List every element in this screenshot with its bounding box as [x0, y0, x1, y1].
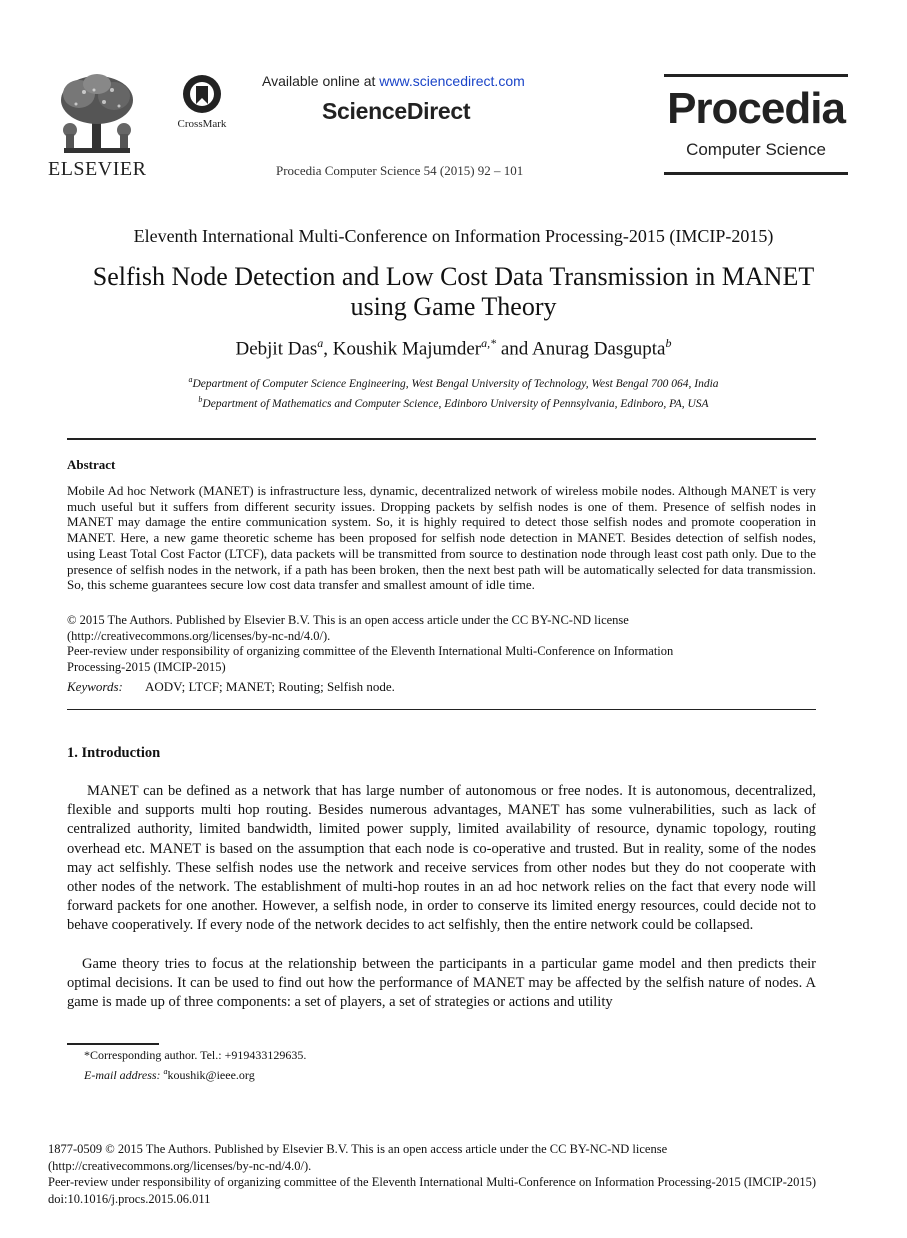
- body-paragraph: MANET can be defined as a network that has large number of autonomous or free nodes. It is autonomous, decentralized, flexible and supports multi hop routing. Besides numerous advantages, MANET has some vulnerabilities, such as lack of centralized authority, limited bandwidth, limited power supply, limited availability of resource, dynamic topology, routing overhead etc. MANET is based on the assumption that each node is co-operative and trusted. But in reality, some of the nodes may act selfishly. These selfish nodes use the network and receive services from other nodes but they do not cooperate with other nodes of the network. The establishment of multi-hop routes in an ad hoc network relies on the fact that every node will forward packets for one another. However, a selfish node, in order to conserve its limited energy resources, could decide not to behave cooperatively. If every node of the network decides to act selfishly, then the entire network could be collapsed.: [67, 783, 816, 934]
- keywords-list: AODV; LTCF; MANET; Routing; Selfish node.: [145, 679, 395, 694]
- crossmark-icon: [182, 74, 222, 114]
- available-prefix: Available online at: [262, 73, 380, 89]
- author-name: Anurag Dasgupta: [531, 338, 666, 360]
- procedia-bottom-rule: [664, 172, 848, 175]
- author-list: [0, 336, 907, 360]
- email-label: E-mail address:: [84, 1067, 161, 1082]
- sciencedirect-link[interactable]: www.sciencedirect.com: [379, 73, 525, 89]
- footnote-rule: [67, 1043, 159, 1045]
- procedia-subtitle: Computer Science: [686, 140, 826, 159]
- keywords: [67, 679, 395, 695]
- author-affiliation-mark: b: [665, 336, 672, 350]
- issn-line: 1877-0509 © 2015 The Authors. Published by Elsevier B.V. This is an open access article under the CC BY-NC-ND license: [48, 1142, 668, 1156]
- email-sup: a: [163, 1066, 168, 1076]
- license-line: © 2015 The Authors. Published by Elsevier B.V. This is an open access article under the CC BY-NC-ND license: [67, 613, 629, 627]
- abstract-bottom-rule: [67, 709, 816, 710]
- abstract-body: Mobile Ad hoc Network (MANET) is infrastructure less, dynamic, decentralized network of wireless mobile nodes. Although MANET is very much useful but it suffers from different security issues. Dropping packets by selfish nodes is one of them. Presence of selfish nodes in MANET may damage the entire communication system. So, it is highly required to detect those selfish nodes and promote cooperation in MANET. Here, a new game theoretic scheme has been proposed for selfish node detection in MANET. Besides detection of selfish nodes, using Least Total Cost Factor (LTCF), data packets will be transmitted from source to destination node through least cost path only. Due to the presence of selfish nodes in the network, if a path has been broken, then the next best path will be automatically selected for data transmission. So, this scheme guarantees secure low cost data transfer and smallest amount of idle time.: [67, 483, 816, 593]
- keywords-label: Keywords:: [67, 679, 123, 694]
- procedia-top-rule: [664, 74, 848, 77]
- section-heading: 1. Introduction: [67, 745, 161, 761]
- license-notice: [67, 613, 816, 675]
- elsevier-tree-icon: [54, 72, 140, 154]
- author-name: Debjit Das: [235, 338, 318, 360]
- affiliation-line: [0, 392, 907, 412]
- abstract-top-rule: [67, 438, 816, 440]
- paper-title: Selfish Node Detection and Low Cost Data Transmission in MANET using Game Theory: [92, 262, 815, 321]
- author-separator: ,: [323, 338, 333, 360]
- available-online: [262, 73, 525, 89]
- author-affiliation-mark: a: [317, 336, 324, 350]
- procedia-logo: [664, 74, 848, 176]
- license-line: Peer-review under responsibility of organizing committee of the Eleventh International Multi-Conference on Information: [67, 644, 674, 658]
- footnotes: [84, 1047, 306, 1083]
- email-line: [84, 1064, 306, 1084]
- author-affiliation-mark: a,*: [481, 336, 497, 350]
- crossmark-badge[interactable]: [170, 74, 234, 134]
- conference-name: Eleventh International Multi-Conference on Information Processing-2015 (IMCIP-2015): [133, 226, 774, 246]
- elsevier-wordmark: ELSEVIER: [48, 158, 147, 180]
- crossmark-label: CrossMark: [177, 118, 227, 130]
- license-link[interactable]: (http://creativecommons.org/licenses/by-nc-nd/4.0/).: [48, 1158, 312, 1173]
- license-line: Processing-2015 (IMCIP-2015): [67, 659, 226, 674]
- body-paragraph: Game theory tries to focus at the relationship between the participants in a particular game model and then predicts their optimal decisions. It can be used to find out how the performance of MANET may be affected by the selfish nature of nodes. A game is made up of three components: a set of players, a set of strategies or actions and utility: [67, 956, 816, 1011]
- sciencedirect-brand: ScienceDirect: [322, 98, 471, 124]
- author-separator: and: [496, 338, 532, 360]
- doi-line[interactable]: doi:10.1016/j.procs.2015.06.011: [48, 1191, 211, 1206]
- peer-review-line: Peer-review under responsibility of organizing committee of the Eleventh International Multi-Conference on Information Processing-2015 (IMCIP-2015): [48, 1175, 817, 1189]
- affiliation-mark: a: [188, 375, 193, 384]
- license-link[interactable]: (http://creativecommons.org/licenses/by-nc-nd/4.0/).: [67, 628, 331, 643]
- affiliation-text: Department of Mathematics and Computer Science, Edinboro University of Pennsylvania, Edinboro, PA, USA: [202, 397, 709, 410]
- abstract-heading: Abstract: [67, 457, 116, 472]
- affiliation-mark: b: [198, 394, 203, 404]
- procedia-title: Procedia: [667, 84, 845, 133]
- bottom-notice: [48, 1141, 858, 1207]
- corresponding-author: *Corresponding author. Tel.: +919433129635.: [84, 1048, 307, 1062]
- affiliation-text: Department of Computer Science Engineering, West Bengal University of Technology, West Bengal 700 064, India: [192, 377, 719, 390]
- journal-reference: Procedia Computer Science 54 (2015) 92 – 101: [276, 163, 524, 178]
- affiliation-line: [0, 372, 907, 392]
- elsevier-logo: [48, 72, 146, 180]
- affiliations: [0, 372, 907, 412]
- email-address[interactable]: koushik@ieee.org: [167, 1067, 255, 1082]
- author-name: Koushik Majumder: [332, 338, 482, 360]
